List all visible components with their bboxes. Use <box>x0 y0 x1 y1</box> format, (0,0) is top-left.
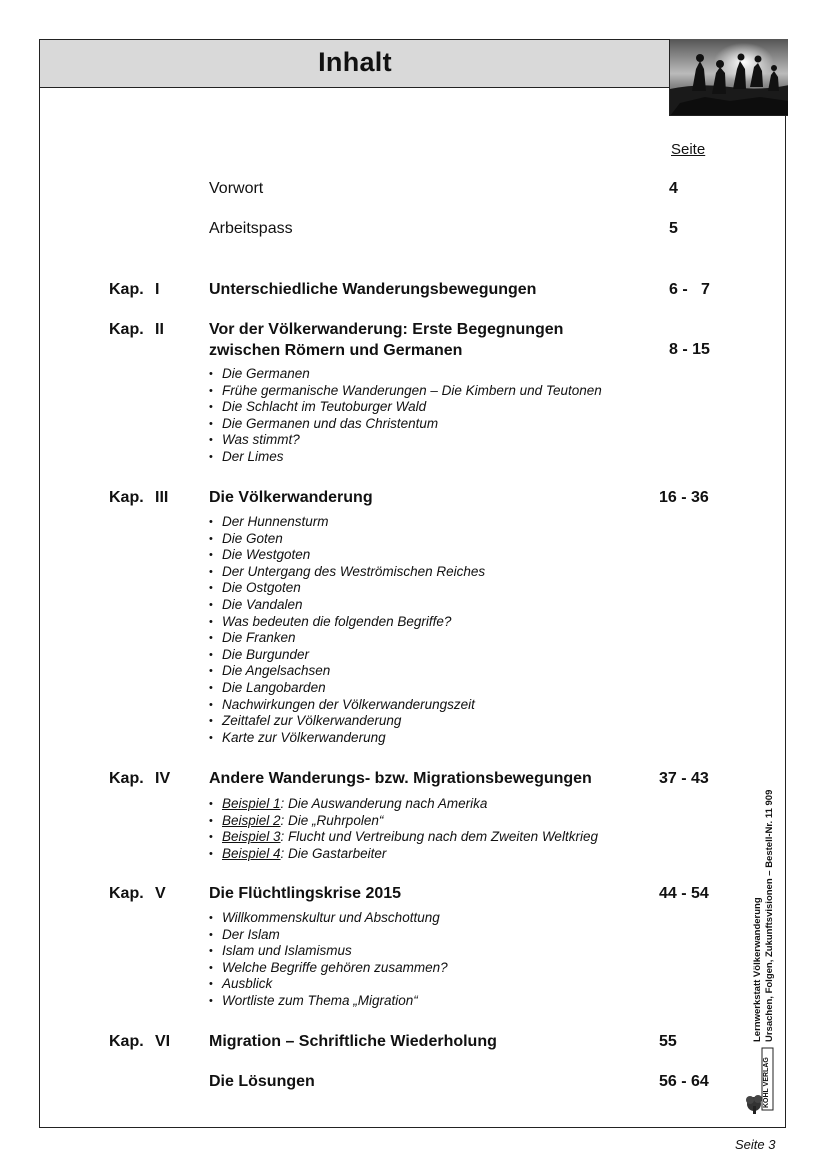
list-item: • Beispiel 2: Die „Ruhrpolen“ <box>209 813 598 830</box>
chapter-number: Kap. VI <box>109 1033 171 1050</box>
chapter-pages: 8 - 15 <box>669 341 710 358</box>
list-item: • Die Langobarden <box>209 680 485 697</box>
chapter-title: Unterschiedliche Wanderungsbewegungen <box>209 281 537 298</box>
list-item: • Die Germanen und das Christentum <box>209 416 602 433</box>
tree-icon <box>746 1095 762 1114</box>
list-item: • Der Limes <box>209 449 602 466</box>
subtopic-list <box>209 910 448 1010</box>
chapter-pages: 6 - 7 <box>669 281 710 298</box>
list-item: • Die Westgoten <box>209 547 485 564</box>
chapter-title: Migration – Schriftliche Wiederholung <box>209 1033 497 1050</box>
list-item: • Nachwirkungen der Völkerwanderungszeit <box>209 697 485 714</box>
publisher-name: KOHL VERLAG <box>763 1057 770 1108</box>
chapter-title: Die Lösungen <box>209 1073 315 1090</box>
list-item: • Willkommenskultur und Abschottung <box>209 910 448 927</box>
toc-page-vorwort: 4 <box>669 180 678 197</box>
chapter-title <box>209 319 563 361</box>
chapter-number: Kap. I <box>109 281 160 298</box>
silhouettes-by-sea-photo <box>669 39 788 116</box>
list-item: • Die Vandalen <box>209 597 485 614</box>
subtopic-list <box>209 366 602 466</box>
list-item: • Islam und Islamismus <box>209 943 448 960</box>
chapter-number: Kap. IV <box>109 770 171 787</box>
list-item: • Die Goten <box>209 531 485 548</box>
list-item: • Beispiel 1: Die Auswanderung nach Amerika <box>209 796 598 813</box>
chapter-title: Die Völkerwanderung <box>209 489 373 506</box>
chapter-pages: 44 - 54 <box>659 885 709 902</box>
chapter-number: Kap. III <box>109 489 169 506</box>
page-column-header: Seite <box>671 141 706 158</box>
list-item: • Die Franken <box>209 630 485 647</box>
list-item: • Der Untergang des Weströmischen Reiches <box>209 564 485 581</box>
toc-page-arbeitspass: 5 <box>669 220 678 237</box>
list-item: • Wortliste zum Thema „Migration“ <box>209 993 448 1010</box>
subtopic-list <box>209 796 598 862</box>
list-item: • Beispiel 4: Die Gastarbeiter <box>209 846 598 863</box>
chapter-title: Die Flüchtlingskrise 2015 <box>209 885 402 902</box>
list-item: • Die Germanen <box>209 366 602 383</box>
chapter-pages: 56 - 64 <box>659 1073 709 1090</box>
list-item: • Zeittafel zur Völkerwanderung <box>209 713 485 730</box>
chapter-pages: 55 <box>659 1033 677 1050</box>
list-item: • Welche Begriffe gehören zusammen? <box>209 960 448 977</box>
list-item: • Die Ostgoten <box>209 580 485 597</box>
toc-entry-vorwort: Vorwort <box>209 180 264 197</box>
page-number: Seite 3 <box>735 1137 776 1152</box>
list-item: • Die Angelsachsen <box>209 663 485 680</box>
chapter-title: Andere Wanderungs- bzw. Migrationsbewegungen <box>209 770 592 787</box>
toc-entry-arbeitspass: Arbeitspass <box>209 220 293 237</box>
publisher-logo <box>744 1046 780 1116</box>
list-item: • Frühe germanische Wanderungen – Die Kimbern und Teutonen <box>209 383 602 400</box>
list-item: • Was stimmt? <box>209 432 602 449</box>
list-item: • Die Burgunder <box>209 647 485 664</box>
chapter-title-line: Vor der Völkerwanderung: Erste Begegnungen <box>209 321 564 338</box>
list-item: • Der Hunnensturm <box>209 514 485 531</box>
chapter-pages: 16 - 36 <box>659 489 709 506</box>
list-item: • Die Schlacht im Teutoburger Wald <box>209 399 602 416</box>
chapter-title-line: zwischen Römern und Germanen <box>209 342 463 359</box>
list-item: • Karte zur Völkerwanderung <box>209 730 485 747</box>
page-title: Inhalt <box>318 47 392 77</box>
list-item: • Was bedeuten die folgenden Begriffe? <box>209 614 485 631</box>
list-item: • Der Islam <box>209 927 448 944</box>
chapter-pages: 37 - 43 <box>659 770 709 787</box>
chapter-number: Kap. II <box>109 321 164 338</box>
subtopic-list <box>209 514 485 746</box>
list-item: • Beispiel 3: Flucht und Vertreibung nach dem Zweiten Weltkrieg <box>209 829 598 846</box>
title-bar <box>40 40 670 88</box>
series-title: Lernwerkstatt Völkerwanderung <box>752 897 763 1042</box>
list-item: • Ausblick <box>209 976 448 993</box>
series-info-vertical <box>752 790 776 1042</box>
series-subtitle-order-number: Ursachen, Folgen, Zukunftsvisionen – Bestell-Nr. 11 909 <box>764 789 775 1042</box>
chapter-number: Kap. V <box>109 885 166 902</box>
